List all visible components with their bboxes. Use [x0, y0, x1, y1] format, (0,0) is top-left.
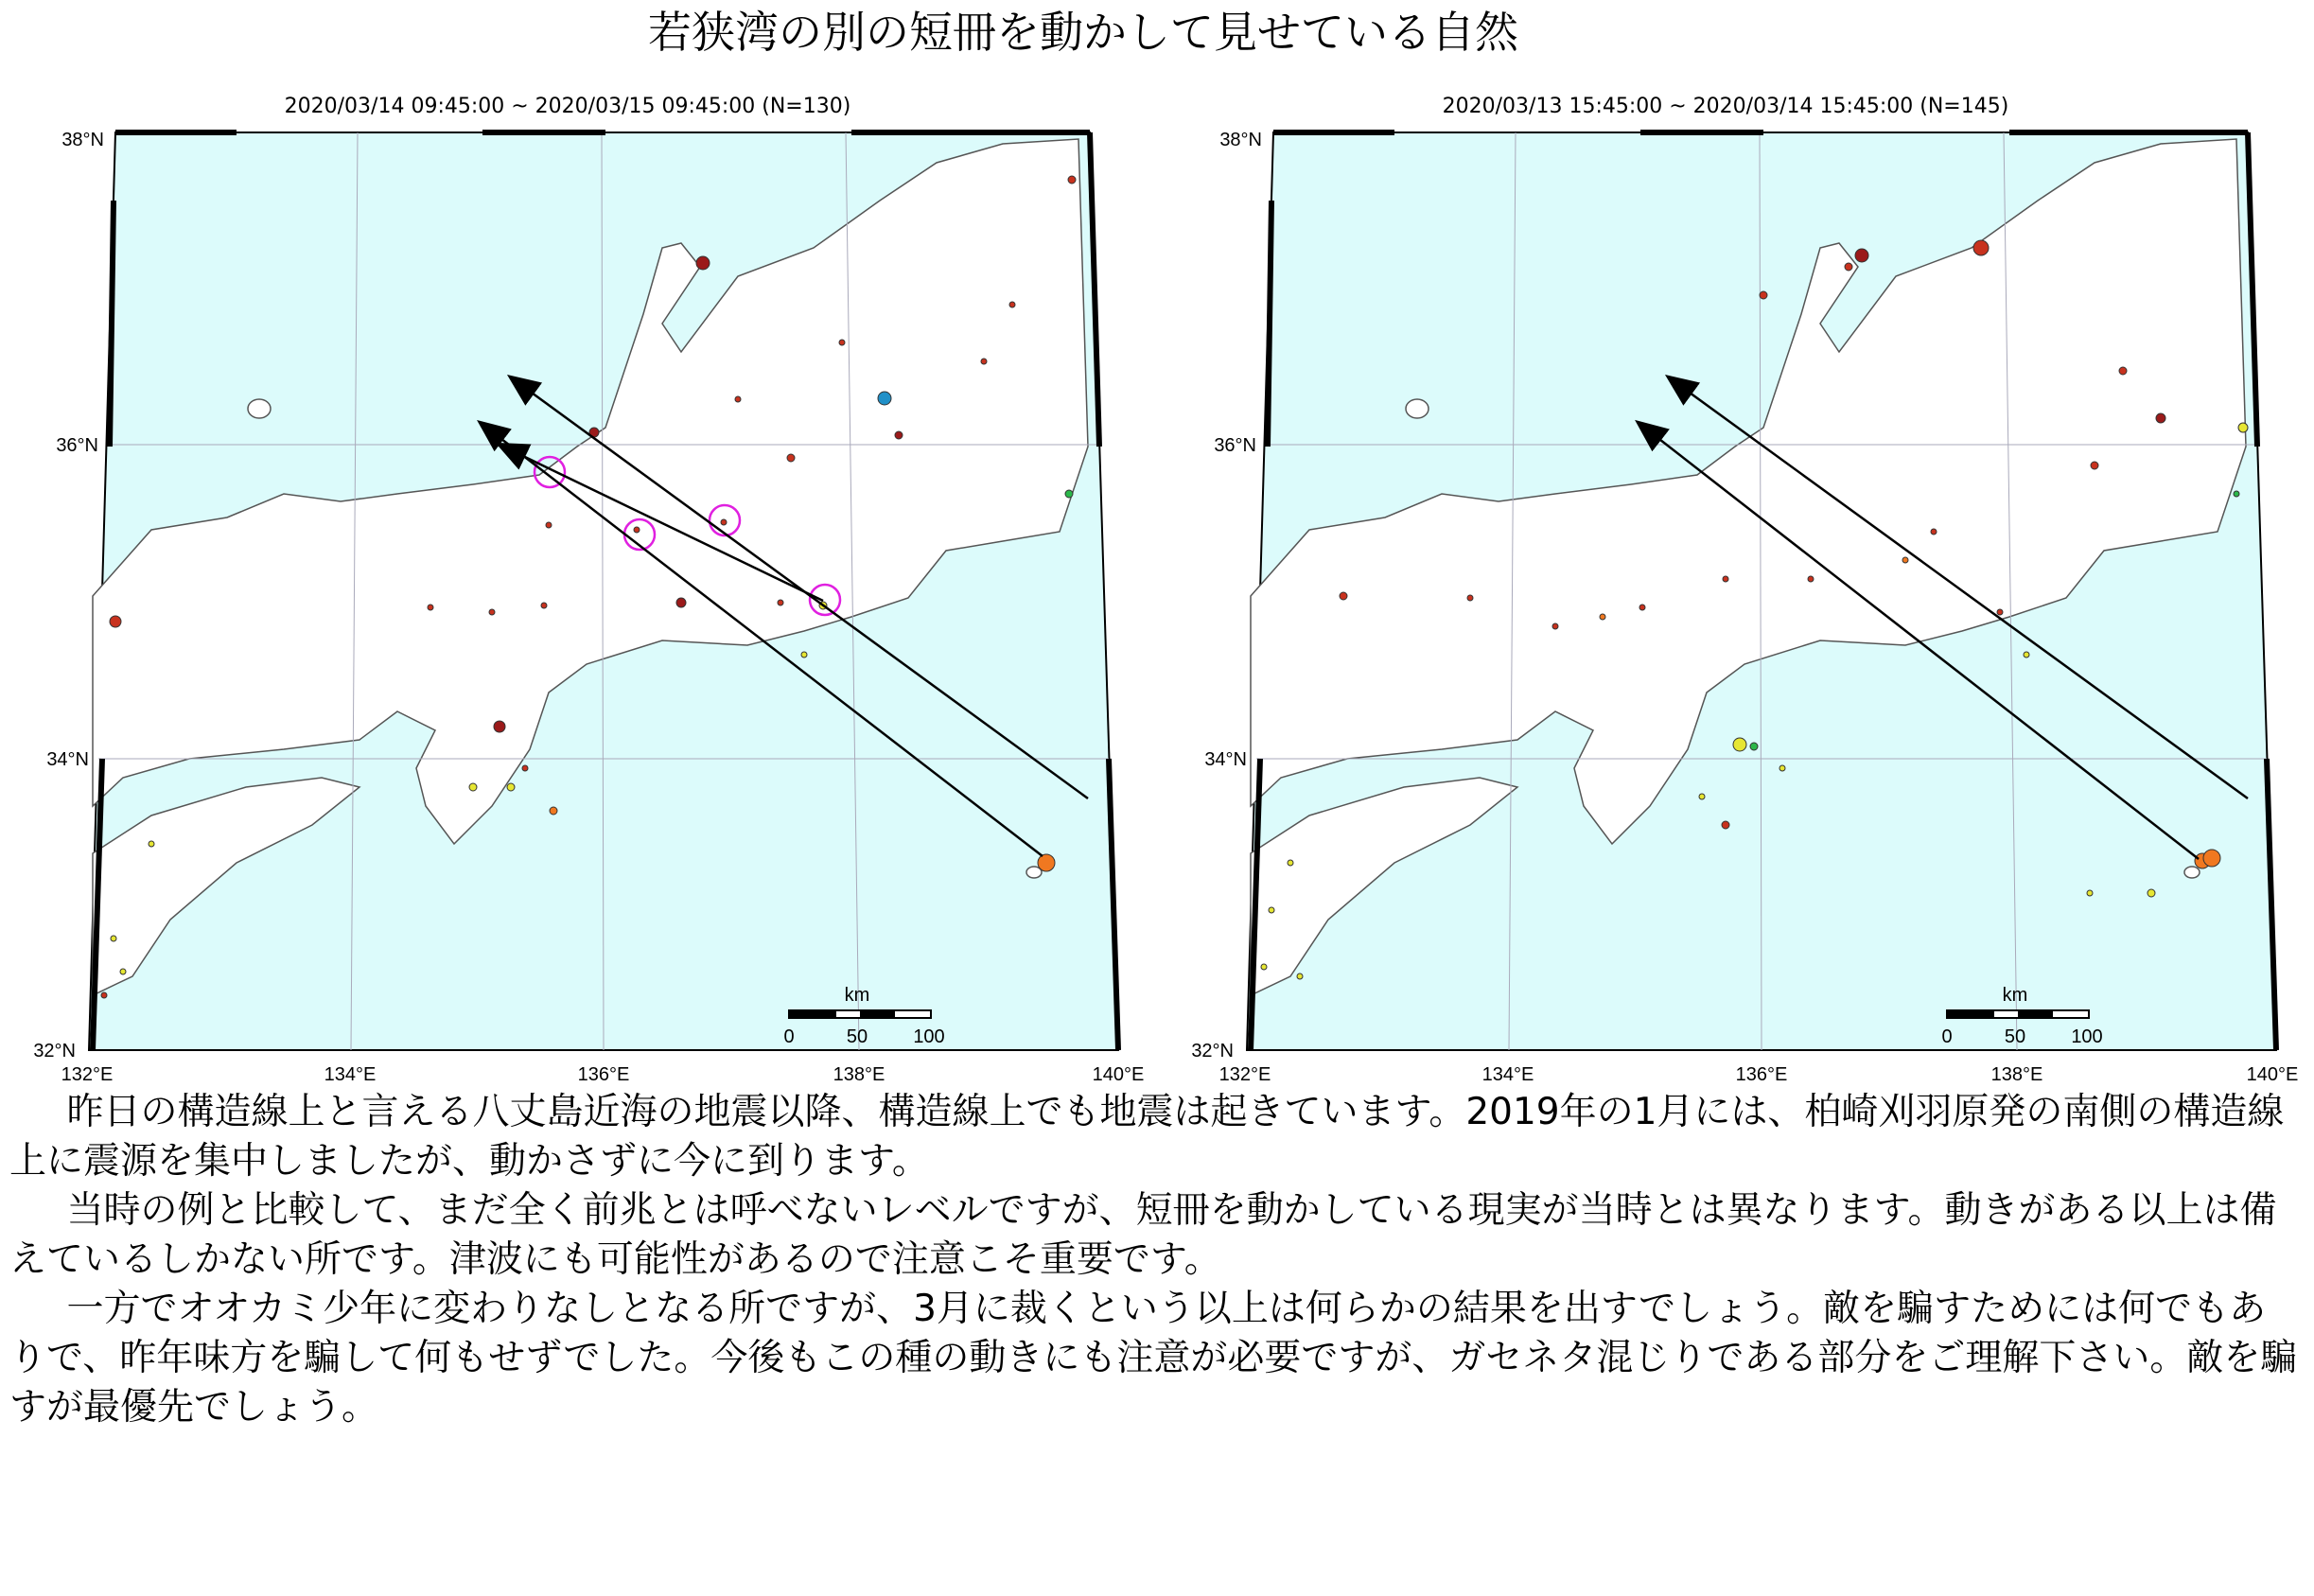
- svg-text:0: 0: [783, 1026, 795, 1047]
- body-text: [9, 1088, 2299, 1432]
- svg-text:134°E: 134°E: [1481, 1064, 1534, 1085]
- map-caption-left: 2020/03/14 09:45:00 ~ 2020/03/15 09:45:00 (N=130): [284, 95, 851, 118]
- svg-text:50: 50: [2004, 1026, 2026, 1047]
- svg-text:136°E: 136°E: [577, 1064, 630, 1085]
- svg-text:0: 0: [1941, 1026, 1953, 1047]
- paragraph-3: 一方でオオカミ少年に変わりなしとなる所ですが、3月に裁くという以上は何らかの結果を出すでしょう。敵を騙すためには何でもありで、昨年味方を騙して何もせずでした。今後もこの種の動きにも注意が必要ですが、ガセネタ混じりである部分をご理解下さい。敵を騙すが最優先でしょう。: [9, 1288, 2298, 1429]
- svg-text:32°N: 32°N: [1191, 1041, 1234, 1061]
- svg-text:138°E: 138°E: [1990, 1064, 2043, 1085]
- svg-text:36°N: 36°N: [1214, 435, 1256, 456]
- svg-text:34°N: 34°N: [46, 749, 89, 770]
- svg-text:140°E: 140°E: [2246, 1064, 2299, 1085]
- seismicity-map-right: [1158, 87, 2299, 1090]
- svg-text:34°N: 34°N: [1204, 749, 1247, 770]
- svg-text:32°N: 32°N: [33, 1041, 76, 1061]
- svg-text:km: km: [844, 985, 870, 1006]
- seismicity-map-left: [0, 87, 1145, 1090]
- map-caption-right: 2020/03/13 15:45:00 ~ 2020/03/14 15:45:00 (N=145): [1442, 95, 2009, 118]
- svg-text:100: 100: [913, 1026, 945, 1047]
- svg-text:140°E: 140°E: [1092, 1064, 1145, 1085]
- svg-text:136°E: 136°E: [1735, 1064, 1788, 1085]
- svg-text:50: 50: [846, 1026, 868, 1047]
- paragraph-2: 当時の例と比較して、まだ全く前兆とは呼べないレベルですが、短冊を動かしている現実が当時とは異なります。動きがある以上は備えているしかない所です。津波にも可能性があるので注意こそ重要です。: [9, 1189, 2277, 1281]
- page-title: 若狭湾の別の短冊を動かして見せている自然: [648, 7, 1518, 58]
- svg-text:134°E: 134°E: [324, 1064, 377, 1085]
- svg-text:38°N: 38°N: [1219, 130, 1262, 150]
- paragraph-1: 昨日の構造線上と言える八丈島近海の地震以降、構造線上でも地震は起きています。2019年の1月には、柏崎刈羽原発の南側の構造線上に震源を集中しましたが、動かさずに今に到ります。: [9, 1091, 2285, 1183]
- map-panel-right: [1158, 87, 2299, 1090]
- svg-text:36°N: 36°N: [56, 435, 98, 456]
- map-panel-left: [0, 87, 1145, 1090]
- svg-text:38°N: 38°N: [61, 130, 104, 150]
- svg-text:138°E: 138°E: [833, 1064, 885, 1085]
- svg-text:100: 100: [2071, 1026, 2103, 1047]
- svg-text:132°E: 132°E: [61, 1064, 114, 1085]
- svg-text:132°E: 132°E: [1218, 1064, 1271, 1085]
- svg-text:km: km: [2002, 985, 2028, 1006]
